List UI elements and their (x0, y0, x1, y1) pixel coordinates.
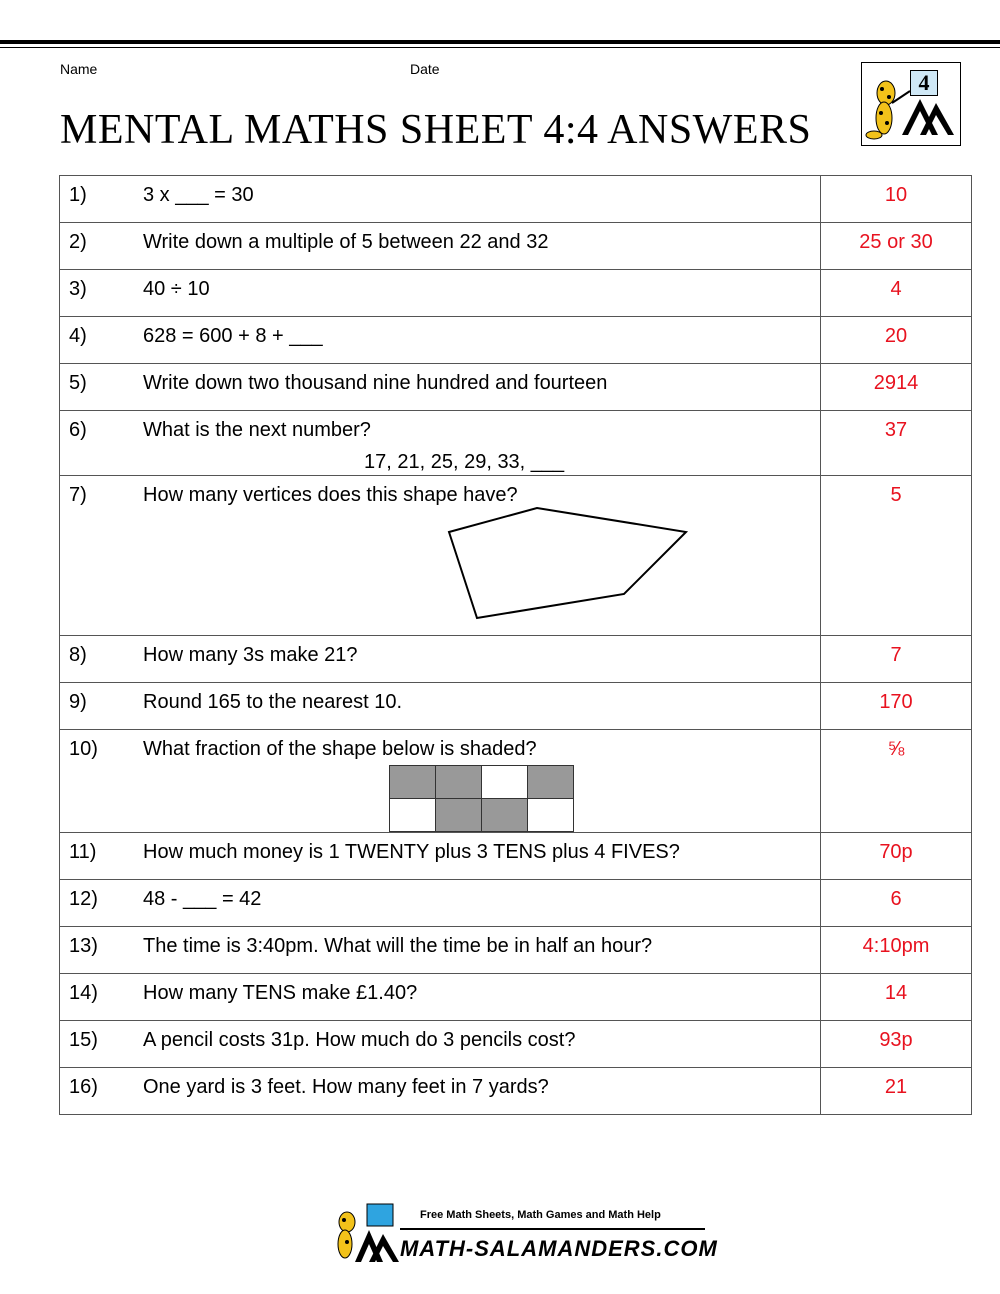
question-text: The time is 3:40pm. What will the time be in half an hour? (143, 927, 821, 974)
answer: 14 (821, 974, 972, 1021)
question-row (60, 317, 972, 364)
question-text: 3 x ___ = 30 (143, 176, 821, 223)
question-text: 40 ÷ 10 (143, 270, 821, 317)
name-label: Name (60, 61, 98, 77)
question-row (60, 476, 972, 636)
answer: 25 or 30 (821, 223, 972, 270)
question-row (60, 636, 972, 683)
question-number: 10) (60, 730, 144, 833)
questions-table (59, 175, 972, 1115)
question-number: 14) (60, 974, 144, 1021)
top-rule-thick (0, 40, 1000, 44)
question-text: Round 165 to the nearest 10. (143, 683, 821, 730)
question-row (60, 683, 972, 730)
unshaded-cell (390, 799, 436, 832)
question-text: 628 = 600 + 8 + ___ (143, 317, 821, 364)
top-rule-thin (0, 47, 1000, 48)
question-cell (143, 476, 821, 636)
question-number: 16) (60, 1068, 144, 1115)
question-text: A pencil costs 31p. How much do 3 pencils cost? (143, 1021, 821, 1068)
shaded-cell (436, 799, 482, 832)
shaded-cell (482, 799, 528, 832)
question-number: 9) (60, 683, 144, 730)
question-row (60, 927, 972, 974)
shaded-cell (390, 766, 436, 799)
salamander-logo (861, 62, 961, 146)
logo-number: 4 (910, 70, 938, 96)
shaded-cell (528, 766, 574, 799)
question-number: 7) (60, 476, 144, 636)
answer: 21 (821, 1068, 972, 1115)
question-text: How much money is 1 TWENTY plus 3 TENS plus 4 FIVES? (143, 833, 821, 880)
answer: 2914 (821, 364, 972, 411)
question-row (60, 974, 972, 1021)
unshaded-cell (482, 766, 528, 799)
date-label: Date (410, 61, 440, 77)
question-number: 15) (60, 1021, 144, 1068)
question-number: 12) (60, 880, 144, 927)
answer: 20 (821, 317, 972, 364)
answer: 37 (821, 411, 972, 476)
question-text: What is the next number? (143, 419, 371, 441)
question-row (60, 411, 972, 476)
unshaded-cell (528, 799, 574, 832)
fraction-grid-row (390, 799, 574, 832)
answer: 4 (821, 270, 972, 317)
number-sequence: 17, 21, 25, 29, 33, ___ (364, 451, 565, 473)
pentagon-shape (143, 507, 743, 632)
question-text: How many TENS make £1.40? (143, 974, 821, 1021)
fraction-grid (389, 765, 574, 832)
question-number: 11) (60, 833, 144, 880)
question-number: 3) (60, 270, 144, 317)
question-number: 1) (60, 176, 144, 223)
question-number: 8) (60, 636, 144, 683)
question-text: 48 - ___ = 42 (143, 880, 821, 927)
question-number: 4) (60, 317, 144, 364)
question-number: 2) (60, 223, 144, 270)
question-text: Write down two thousand nine hundred and fourteen (143, 364, 821, 411)
question-text: How many 3s make 21? (143, 636, 821, 683)
question-number: 5) (60, 364, 144, 411)
answer: 6 (821, 880, 972, 927)
question-text: Write down a multiple of 5 between 22 and 32 (143, 223, 821, 270)
question-row (60, 364, 972, 411)
question-number: 13) (60, 927, 144, 974)
question-text: One yard is 3 feet. How many feet in 7 yards? (143, 1068, 821, 1115)
shaded-cell (436, 766, 482, 799)
fraction-grid-row (390, 766, 574, 799)
question-row (60, 833, 972, 880)
answer: 70p (821, 833, 972, 880)
question-row (60, 1068, 972, 1115)
footer-brand: MATH-SALAMANDERS.COM (400, 1236, 718, 1261)
answer: 7 (821, 636, 972, 683)
question-cell (143, 730, 821, 833)
question-row (60, 880, 972, 927)
question-row (60, 223, 972, 270)
question-number: 6) (60, 411, 144, 476)
answer: 93p (821, 1021, 972, 1068)
question-row (60, 176, 972, 223)
question-cell (143, 411, 821, 476)
answer: ⅝ (821, 730, 972, 833)
question-row (60, 1021, 972, 1068)
question-text: How many vertices does this shape have? (143, 484, 518, 506)
question-text: What fraction of the shape below is shaded? (143, 738, 537, 760)
answer: 170 (821, 683, 972, 730)
answer: 4:10pm (821, 927, 972, 974)
answer: 5 (821, 476, 972, 636)
footer-tagline: Free Math Sheets, Math Games and Math Help (420, 1209, 661, 1221)
question-row (60, 730, 972, 833)
question-row (60, 270, 972, 317)
page-title: MENTAL MATHS SHEET 4:4 ANSWERS (60, 107, 812, 153)
answer: 10 (821, 176, 972, 223)
